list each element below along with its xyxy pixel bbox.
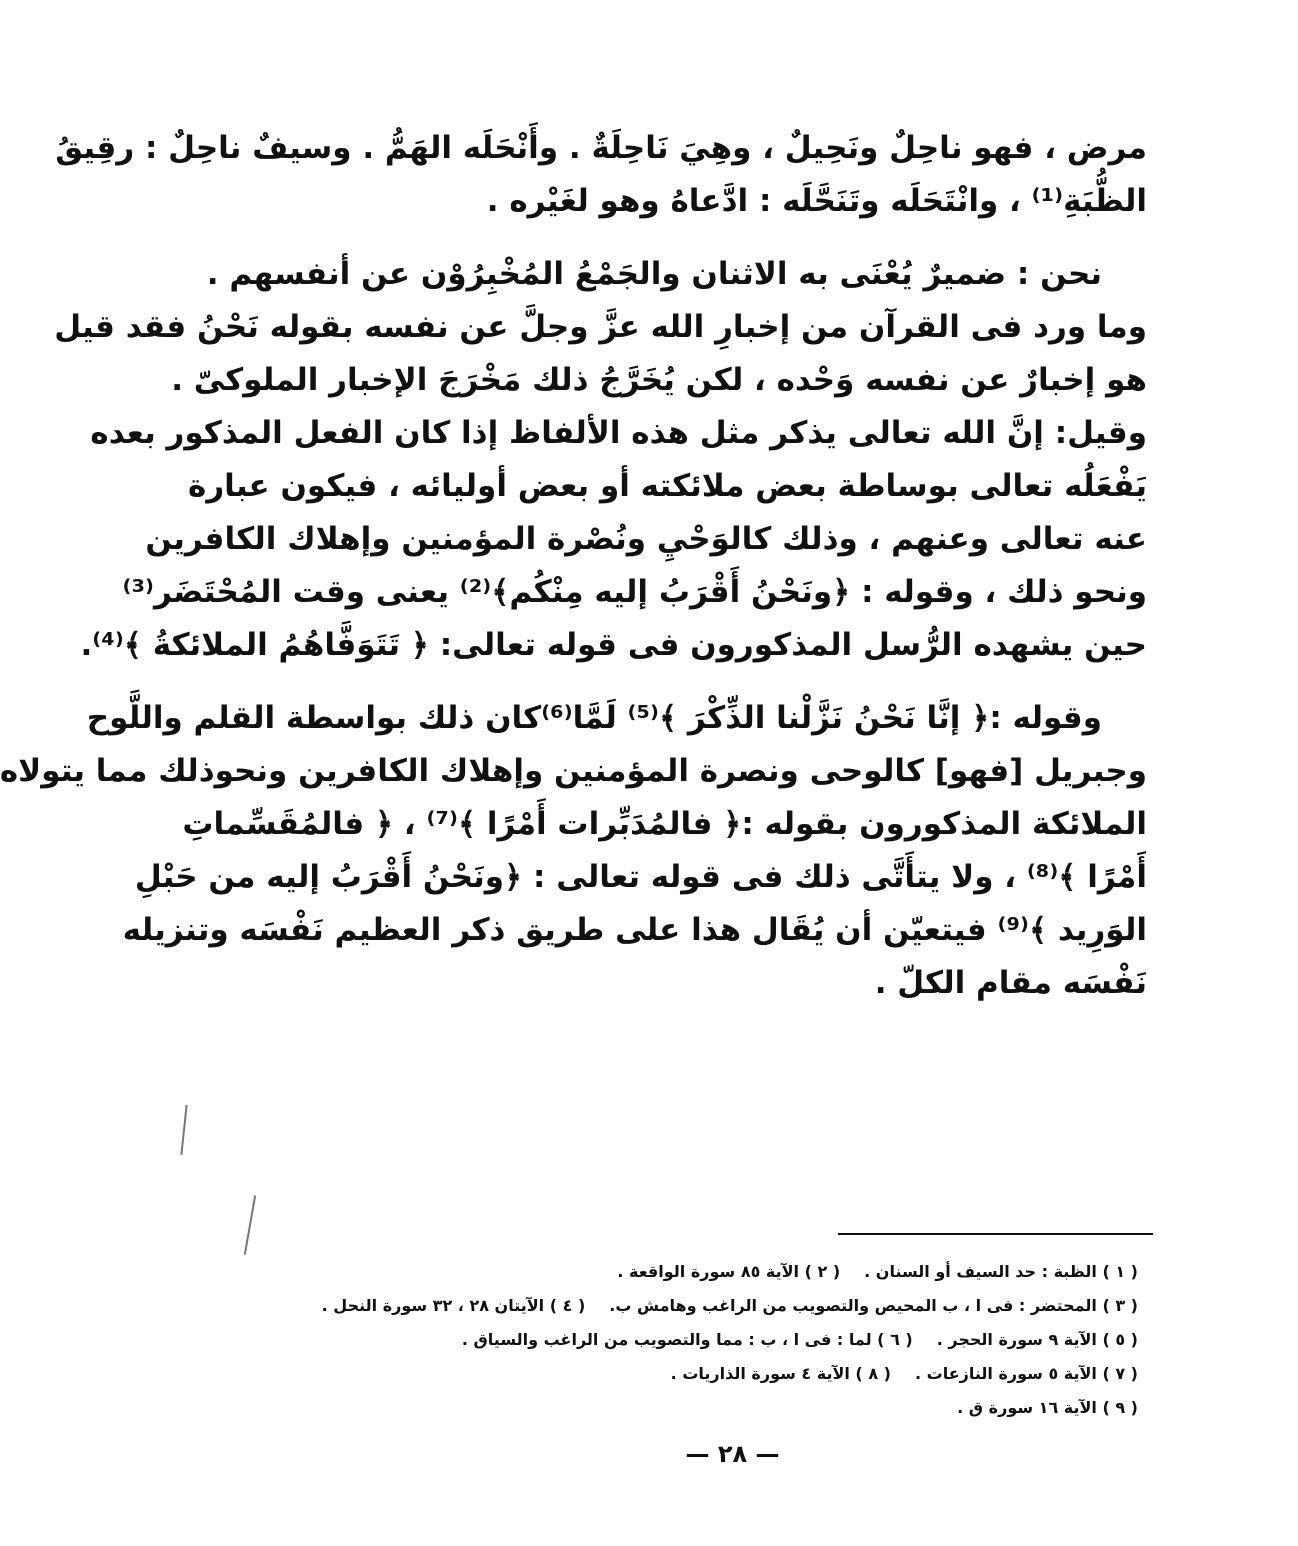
body-line: الظُّبَةِ⁽¹⁾ ، وانْتَحَلَه وتَنَحَّلَه : ادَّعاهُ وهو لغَيْره . — [486, 183, 1147, 219]
paragraph-gap — [295, 228, 1147, 248]
body-line: مرض ، فهو ناحِلٌ ونَحِيلٌ ، وهِيَ نَاحِلَةٌ . وأَنْحَلَه الهَمُّ . وسيفٌ ناحِلٌ : رقِيقُ — [55, 130, 1147, 166]
page-number: — ٢٨ — — [685, 1440, 780, 1468]
scan-artifact — [244, 1195, 256, 1254]
footnote-row — [308, 1323, 1138, 1357]
body-line: وما ورد فى القرآن من إخبارِ الله عزَّ وجلَّ عن نفسه بقوله نَحْنُ فقد قيل — [54, 309, 1147, 345]
footnote-divider — [838, 1233, 1153, 1235]
body-line: وقيل: إنَّ الله تعالى يذكر مثل هذه الألفاظ إذا كان الفعل المذكور بعده — [90, 415, 1147, 451]
body-line: الوَرِيد ﴾⁽⁹⁾ فيتعيّن أن يُقَال هذا على طريق ذكر العظيم نَفْسَه وتنزيله — [122, 912, 1147, 948]
footnote: ( ٣ ) المحتضر : فى ا ، ب المحيص والتصويب من الراغب وهامش ب. — [609, 1296, 1138, 1315]
body-line: حين يشهده الرُّسل المذكورون فى قوله تعالى: ﴿ تَتَوَفَّاهُمُ الملائكةُ ﴾⁽⁴⁾. — [80, 627, 1147, 663]
body-line: عنه تعالى وعنهم ، وذلك كالوَحْيِ ونُصْرة المؤمنين وإهلاك الكافرين — [145, 521, 1147, 557]
paragraph-gap — [295, 672, 1147, 692]
footnote: ( ٤ ) الآيتان ٢٨ ، ٣٢ سورة النحل . — [321, 1296, 586, 1315]
footnotes — [308, 1255, 1138, 1425]
body-line: وجبريل [فهو] كالوحى ونصرة المؤمنين وإهلاك الكافرين ونحوذلك مما يتولاه — [0, 753, 1147, 789]
footnote: ( ١ ) الظبة : حد السيف أو السنان . — [864, 1262, 1138, 1281]
footnote: ( ٧ ) الآية ٥ سورة النازعات . — [914, 1364, 1138, 1383]
body-line: نَفْسَه مقام الكلّ . — [874, 965, 1147, 1001]
body-line: أَمْرًا ﴾⁽⁸⁾ ، ولا يتأَتَّى ذلك فى قوله تعالى : ﴿ونَحْنُ أَقْرَبُ إليه من حَبْلِ — [134, 859, 1147, 895]
body-text — [0, 122, 1147, 1010]
footnote: ( ٢ ) الآية ٨٥ سورة الواقعة . — [617, 1262, 841, 1281]
body-line: هو إخبارٌ عن نفسه وَحْده ، لكن يُخَرَّجُ ذلك مَخْرَجَ الإخبار الملوكىّ . — [171, 362, 1147, 398]
body-line: يَفْعَلُه تعالى بوساطة بعض ملائكته أو بعض أوليائه ، فيكون عبارة — [188, 468, 1147, 504]
body-line: وقوله :﴿ إنَّا نَحْنُ نَزَّلْنا الذِّكْرَ ﴾⁽⁵⁾ لَمَّا⁽⁶⁾كان ذلك بواسطة القلم واللَّوح — [86, 700, 1102, 736]
scan-artifact — [180, 1105, 187, 1155]
footnote: ( ٥ ) الآية ٩ سورة الحجر . — [936, 1330, 1138, 1349]
footnote-row — [308, 1255, 1138, 1289]
footnote-row — [308, 1289, 1138, 1323]
footnote: ( ٩ ) الآية ١٦ سورة ق . — [957, 1398, 1138, 1417]
body-line: ونحو ذلك ، وقوله : ﴿ونَحْنُ أَقْرَبُ إليه مِنْكُم﴾⁽²⁾ يعنى وقت المُحْتَضَر⁽³⁾ — [122, 574, 1147, 610]
footnote-row — [308, 1391, 1138, 1425]
body-line: نحن : ضميرٌ يُعْنَى به الاثنان والجَمْعُ المُخْبِرُوْن عن أنفسهم . — [206, 256, 1102, 292]
footnote: ( ٨ ) الآية ٤ سورة الذاريات . — [670, 1364, 891, 1383]
footnote: ( ٦ ) لما : فى ا ، ب : مما والتصويب من الراغب والسياق . — [461, 1330, 913, 1349]
body-line: الملائكة المذكورون بقوله :﴿ فالمُدَبِّرات أَمْرًا ﴾⁽⁷⁾ ، ﴿ فالمُقَسِّماتِ — [182, 806, 1147, 842]
footnote-row — [308, 1357, 1138, 1391]
